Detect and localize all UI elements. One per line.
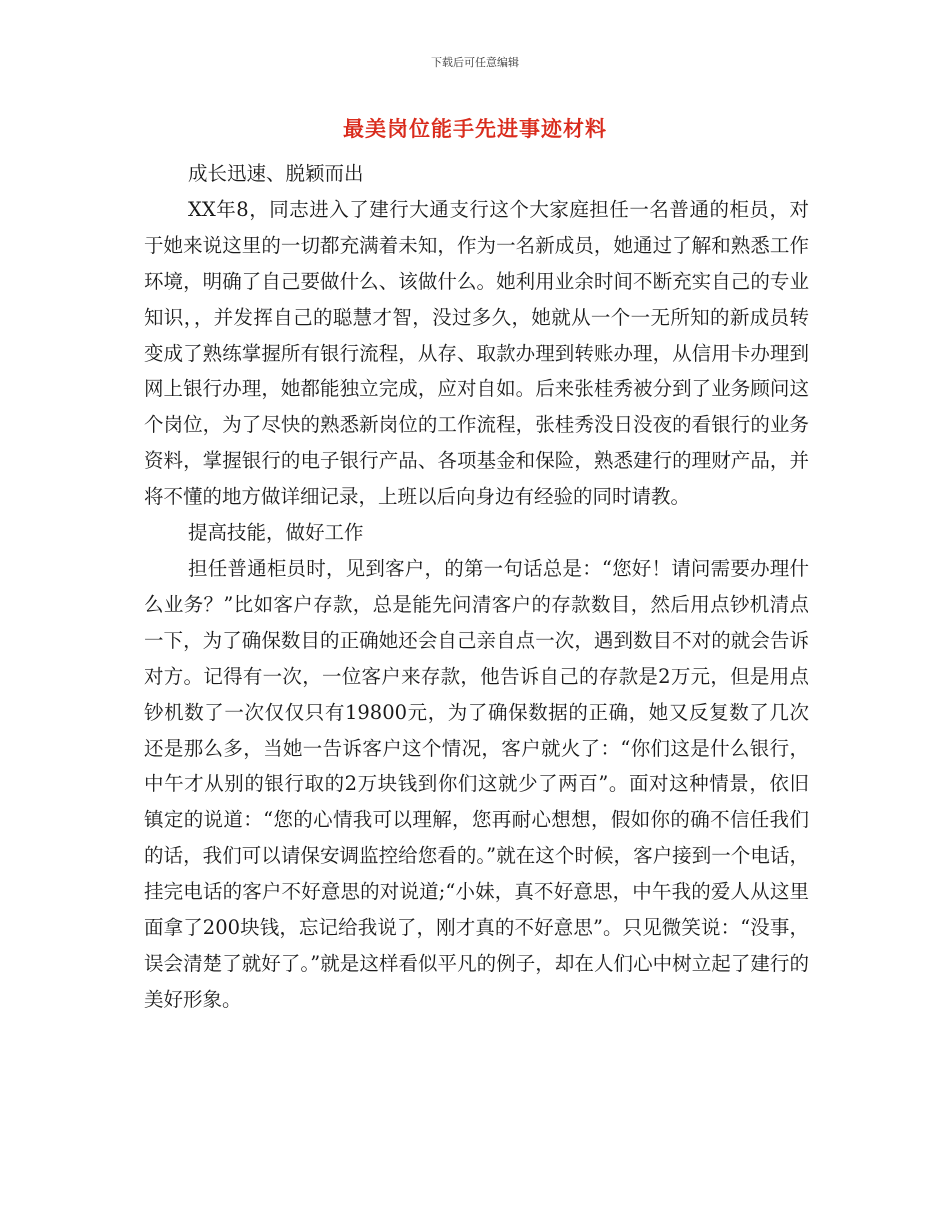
- page-header: 下载后可任意编辑: [431, 56, 519, 69]
- section-paragraph-growth: XX年8，同志进入了建行大通支行这个大家庭担任一名普通的柜员，对于她来说这里的一切都充满着未知，作为一名新成员，她通过了解和熟悉工作环境，明确了自己要做什么、该做什么。她利用业余时间不断充实自己的专业知识，，并发挥自己的聪慧才智，没过多久，她就从一个一无所知的新成员转变成了熟练掌握所有银行流程，从存、取款办理到转账办理，从信用卡办理到网上银行办理，她都能独立完成，应对自如。后来张桂秀被分到了业务顾问这个岗位，为了尽快的熟悉新岗位的工作流程，张桂秀没日没夜的看银行的业务资料，掌握银行的电子银行产品、各项基金和保险，熟悉建行的理财产品，并将不懂的地方做详细记录，上班以后向身边有经验的同时请教。: [144, 197, 809, 509]
- section-heading-growth: 成长迅速、脱颖而出: [188, 162, 364, 185]
- document-title: 最美岗位能手先进事迹材料: [343, 117, 607, 141]
- section-heading-skills: 提高技能，做好工作: [188, 521, 364, 545]
- section-paragraph-skills: 担任普通柜员时，见到客户，的第一句话总是：“您好！请问需要办理什么业务？”比如客户存款，总是能先问清客户的存款数目，然后用点钞机清点一下，为了确保数目的正确她还会自己亲自点一次，遇到数目不对的就会告诉对方。记得有一次，一位客户来存款，他告诉自己的存款是2万元，但是用点钞机数了一次仅仅只有19800元，为了确保数据的正确，她又反复数了几次还是那么多，当她一告诉客户这个情况，客户就火了：“你们这是什么银行，中午才从别的银行取的2万块钱到你们这就少了两百”。面对这种情景，依旧镇定的说道：“您的心情我可以理解，您再耐心想想，假如你的确不信任我们的话，我们可以请保安调监控给您看的。”就在这个时候，客户接到一个电话，挂完电话的客户不好意思的对说道;“小妹，真不好意思，中午我的爱人从这里面拿了200块钱，忘记给我说了，刚才真的不好意思”。只见微笑说：“没事，误会清楚了就好了。”就是这样看似平凡的例子，却在人们心中树立起了建行的美好形象。: [144, 556, 809, 1011]
- document-body: [144, 156, 809, 1018]
